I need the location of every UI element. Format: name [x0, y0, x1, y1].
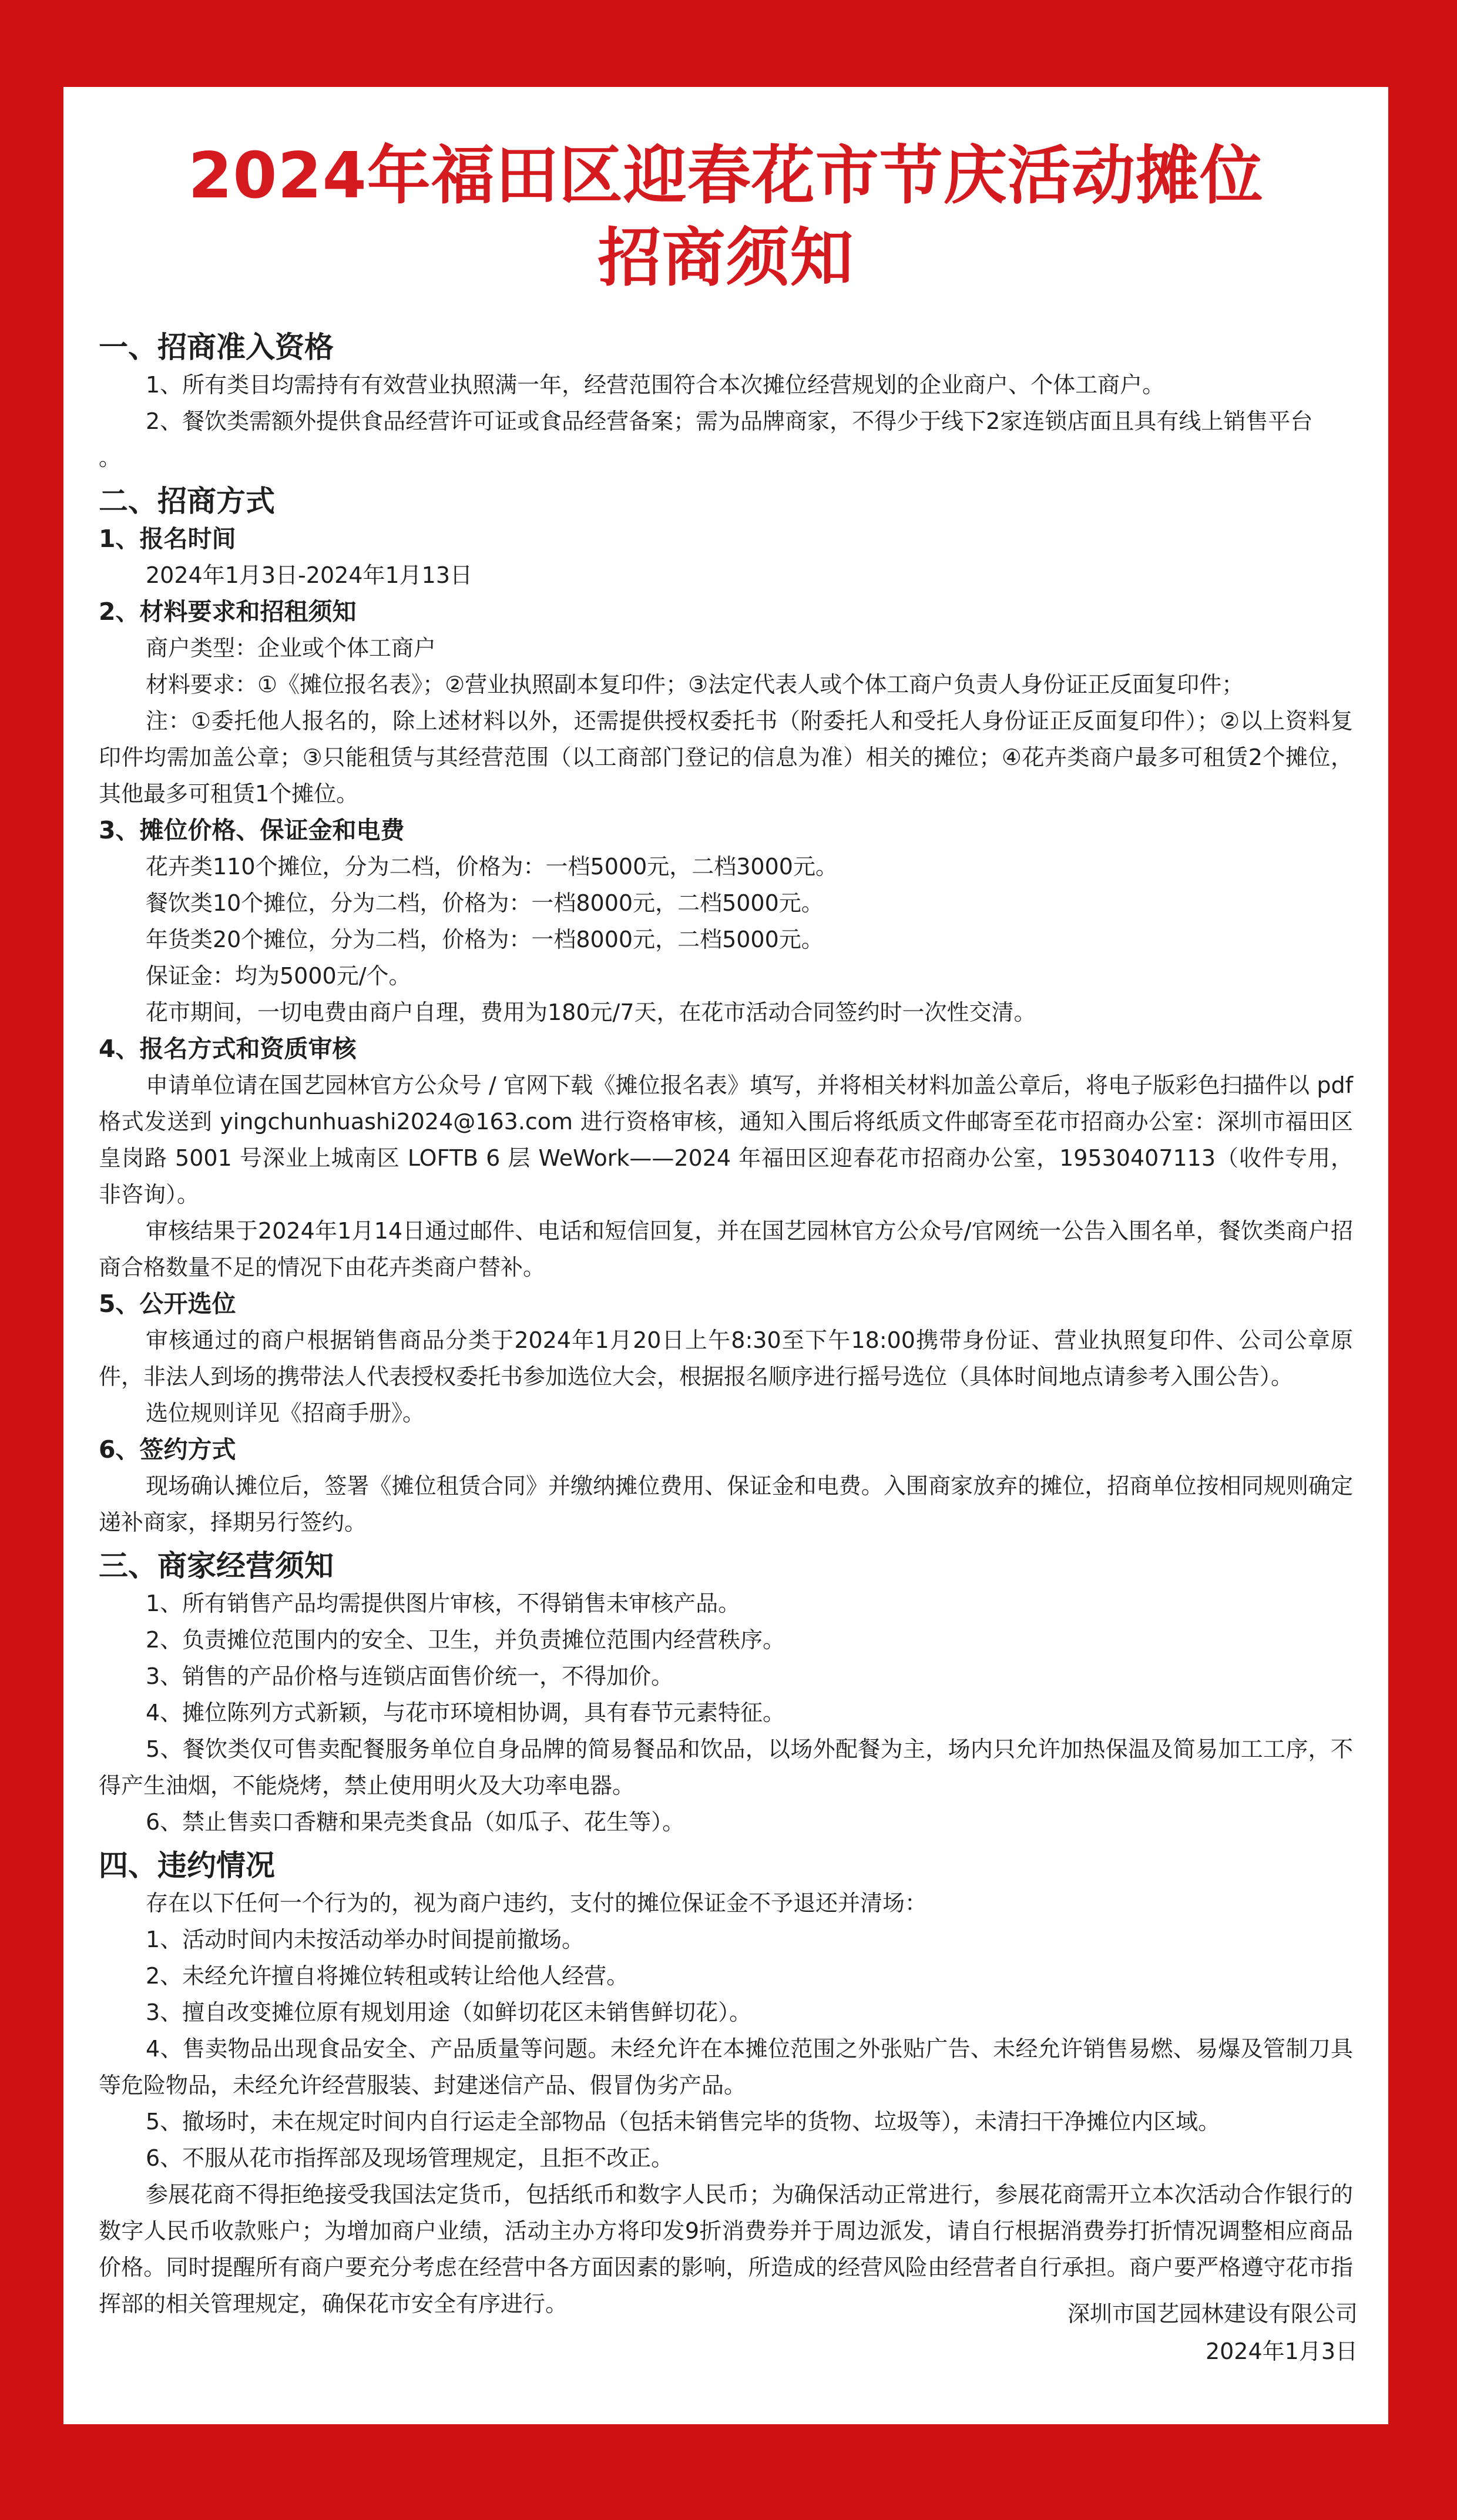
paragraph: 存在以下任何一个行为的，视为商户违约，支付的摊位保证金不予退还并清场： — [146, 1890, 928, 1916]
paragraph: 餐饮类10个摊位，分为二档，价格为：一档8000元，二档5000元。 — [146, 890, 824, 916]
list-item: 4、售卖物品出现食品安全、产品质量等问题。未经允许在本摊位范围之外张贴广告、未经允许销售易燃、易爆及管制刀具等危险物品，未经允许经营服装、封建迷信产品、假冒伪劣产品。 — [99, 2036, 1353, 2098]
paragraph: 2024年1月3日-2024年1月13日 — [146, 562, 473, 588]
subheading-materials: 2、材料要求和招租须知 — [99, 598, 357, 626]
subheading-signing: 6、签约方式 — [99, 1435, 236, 1464]
paragraph: 保证金：均为5000元/个。 — [146, 963, 411, 989]
paragraph: 商户类型：企业或个体工商户 — [146, 635, 437, 661]
document-title — [99, 135, 1353, 300]
section-heading-violations: 四、违约情况 — [99, 1848, 275, 1883]
paragraph: 选位规则详见《招商手册》。 — [146, 1400, 425, 1426]
notice-panel — [63, 87, 1388, 2424]
list-item: 4、摊位陈列方式新颖，与花市环境相协调，具有春节元素特征。 — [146, 1700, 785, 1726]
title-line-1: 2024年福田区迎春花市节庆活动摊位 — [188, 139, 1264, 213]
closing-paragraph: 参展花商不得拒绝接受我国法定货币，包括纸币和数字人民币；为确保活动正常进行，参展花商需开立本次活动合作银行的数字人民币收款账户；为增加商户业绩，活动主办方将印发9折消费券并于周边派发，请自行根据消费券打折情况调整相应商品价格。同时提醒所有商户要充分考虑在经营中各方面因素的影响，所造成的经营风险由经营者自行承担。商户要严格遵守花市指挥部的相关管理规定，确保花市安全有序进行。 — [99, 2182, 1353, 2317]
list-item: 5、撤场时，未在规定时间内自行运走全部物品（包括未销售完毕的货物、垃圾等），未清扫干净摊位内区域。 — [146, 2109, 1221, 2135]
paragraph: 材料要求：①《摊位报名表》；②营业执照副本复印件；③法定代表人或个体工商户负责人身份证正反面复印件； — [146, 672, 1244, 697]
signature-block — [1067, 2295, 1358, 2370]
paragraph: 2、餐饮类需额外提供食品经营许可证或食品经营备案；需为品牌商家，不得少于线下2家连锁店面且具有线上销售平台 — [146, 408, 1313, 434]
list-item: 5、餐饮类仅可售卖配餐服务单位自身品牌的简易餐品和饮品，以场外配餐为主，场内只允许加热保温及简易加工工序，不得产生油烟，不能烧烤，禁止使用明火及大功率电器。 — [99, 1736, 1353, 1798]
signature-org: 深圳市国艺园林建设有限公司 — [1067, 2301, 1358, 2327]
paragraph: 1、所有类目均需持有有效营业执照满一年，经营范围符合本次摊位经营规划的企业商户、个体工商户。 — [146, 372, 1165, 398]
list-item: 2、未经允许擅自将摊位转租或转让给他人经营。 — [146, 1963, 629, 1989]
signature-date: 2024年1月3日 — [1205, 2338, 1358, 2364]
paragraph: 审核通过的商户根据销售商品分类于2024年1月20日上午8:30至下午18:00携带身份证、营业执照复印件、公司公章原件，非法人到场的携带法人代表授权委托书参加选位大会，根据报名顺序进行摇号选位（具体时间地点请参考入围公告）。 — [99, 1327, 1353, 1390]
paragraph-tail: 。 — [99, 445, 122, 471]
list-item: 3、销售的产品价格与连锁店面售价统一，不得加价。 — [146, 1663, 674, 1689]
subheading-price: 3、摊位价格、保证金和电费 — [99, 816, 405, 844]
title-line-2: 招商须知 — [597, 222, 854, 295]
paragraph: 审核结果于2024年1月14日通过邮件、电话和短信回复，并在国艺园林官方公众号/官网统一公告入围名单，餐饮类商户招商合格数量不足的情况下由花卉类商户替补。 — [99, 1218, 1353, 1280]
list-item: 1、所有销售产品均需提供图片审核，不得销售未审核产品。 — [146, 1590, 741, 1616]
section-heading-method: 二、招商方式 — [99, 484, 275, 518]
section-heading-eligibility: 一、招商准入资格 — [99, 330, 334, 364]
section-heading-operations: 三、商家经营须知 — [99, 1549, 334, 1583]
subheading-application: 4、报名方式和资质审核 — [99, 1035, 357, 1063]
paragraph: 年货类20个摊位，分为二档，价格为：一档8000元，二档5000元。 — [146, 927, 824, 952]
paragraph: 花卉类110个摊位，分为二档，价格为：一档5000元，二档3000元。 — [146, 854, 838, 880]
list-item: 1、活动时间内未按活动举办时间提前撤场。 — [146, 1927, 585, 1952]
list-item: 2、负责摊位范围内的安全、卫生，并负责摊位范围内经营秩序。 — [146, 1627, 785, 1653]
subheading-registration-time: 1、报名时间 — [99, 525, 236, 553]
paragraph: 申请单位请在国艺园林官方公众号 / 官网下载《摊位报名表》填写，并将相关材料加盖公章后，将电子版彩色扫描件以 pdf 格式发送到 yingchunhuashi2024@163.com 进行资格审核，通知入围后将纸质文件邮寄至花市招商办公室：深圳市福田区皇岗路 5001 号深业上城南区 LOFTB 6 层 WeWork——2024 年福田区迎春花市招商办公室，19530407113（收件专用，非咨询）。 — [99, 1072, 1353, 1207]
paragraph: 花市期间，一切电费由商户自理，费用为180元/7天，在花市活动合同签约时一次性交清。 — [146, 999, 1036, 1025]
paragraph: 现场确认摊位后，签署《摊位租赁合同》并缴纳摊位费用、保证金和电费。入围商家放弃的摊位，招商单位按相同规则确定递补商家，择期另行签约。 — [99, 1473, 1353, 1535]
list-item: 6、不服从花市指挥部及现场管理规定，且拒不改正。 — [146, 2145, 674, 2171]
list-item: 6、禁止售卖口香糖和果壳类食品（如瓜子、花生等）。 — [146, 1809, 685, 1835]
paragraph: 注：①委托他人报名的，除上述材料以外，还需提供授权委托书（附委托人和受托人身份证正反面复印件）；②以上资料复印件均需加盖公章；③只能租赁与其经营范围（以工商部门登记的信息为准）相关的摊位；④花卉类商户最多可租赁2个摊位，其他最多可租赁1个摊位。 — [99, 708, 1353, 807]
document-body — [99, 328, 1353, 2322]
list-item: 3、擅自改变摊位原有规划用途（如鲜切花区未销售鲜切花）。 — [146, 1999, 752, 2025]
subheading-selection: 5、公开选位 — [99, 1290, 236, 1318]
